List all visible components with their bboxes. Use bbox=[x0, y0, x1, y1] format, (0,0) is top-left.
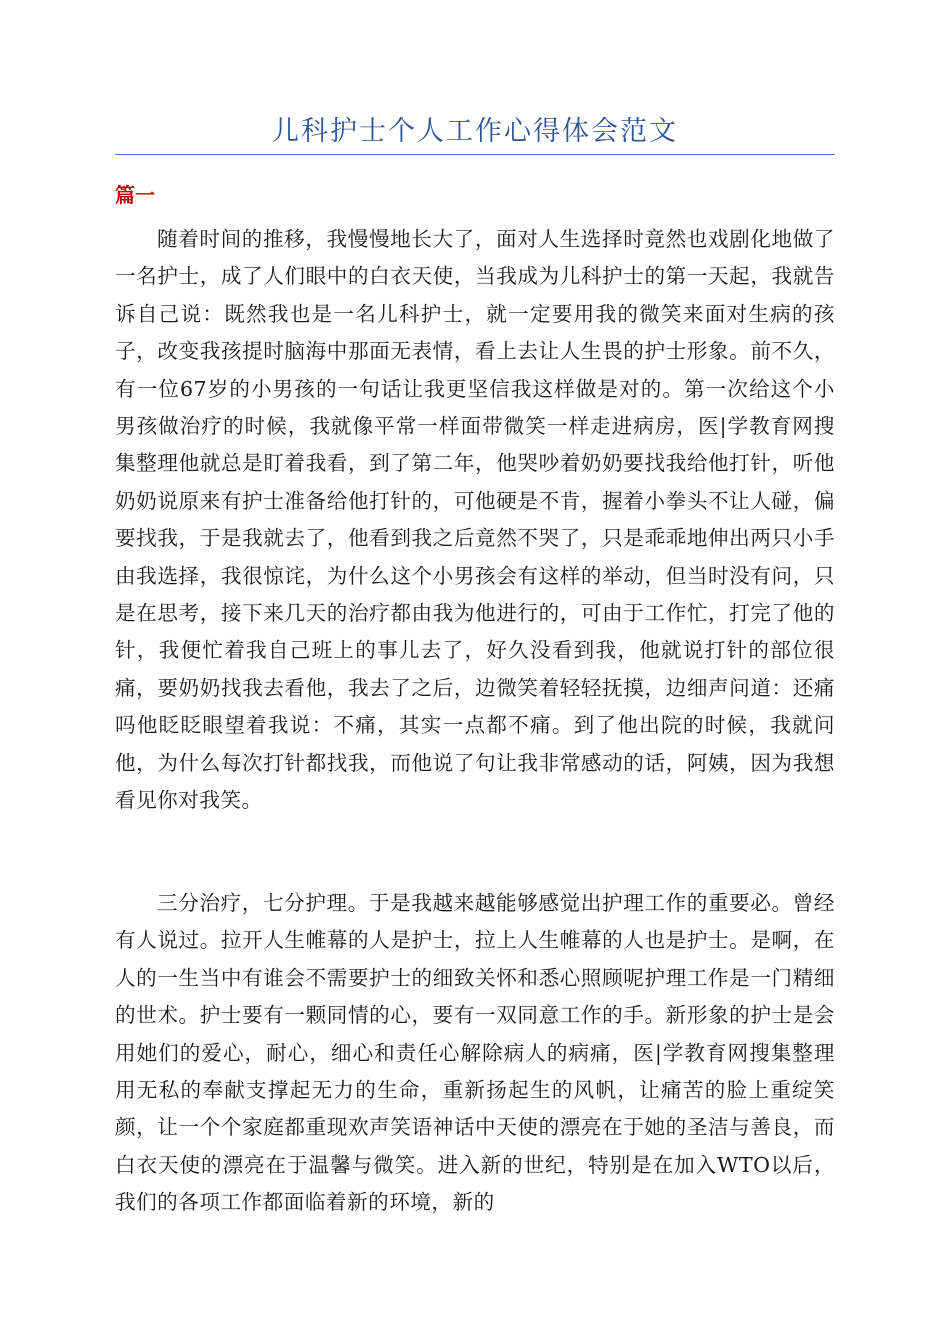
body-paragraph: 三分治疗，七分护理。于是我越来越能够感觉出护理工作的重要必。曾经有人说过。拉开人生帷幕的人是护士，拉上人生帷幕的人也是护士。是啊，在人的一生当中有谁会不需要护士的细致关怀和悉心照顾呢护理工作是一门精细的世术。护士要有一颗同情的心，要有一双同意工作的手。新形象的护士是会用她们的爱心，耐心，细心和责任心解除病人的病痛，医|学教育网搜集整理用无私的奉献支撑起无力的生命，重新扬起生的风帆，让痛苦的脸上重绽笑颜，让一个个家庭都重现欢声笑语神话中天使的漂亮在于她的圣洁与善良，而白衣天使的漂亮在于温馨与微笑。进入新的世纪，特别是在加入WTO以后，我们的各项工作都面临着新的环境，新的 bbox=[115, 891, 835, 1215]
section-heading: 篇一 bbox=[115, 183, 155, 207]
body-paragraph-2-block bbox=[115, 885, 835, 1222]
title-underline-rule bbox=[115, 154, 835, 155]
body-paragraph: 随着时间的推移，我慢慢地长大了，面对人生选择时竟然也戏剧化地做了一名护士，成了人们眼中的白衣天使，当我成为儿科护士的第一天起，我就告诉自己说：既然我也是一名儿科护士，就一定要用我的微笑来面对生病的孩子，改变我孩提时脑海中那面无表情，看上去让人生畏的护士形象。前不久，有一位67岁的小男孩的一句话让我更坚信我这样做是对的。第一次给这个小男孩做治疗的时候，我就像平常一样面带微笑一样走进病房，医|学教育网搜集整理他就总是盯着我看，到了第二年，他哭吵着奶奶要找我给他打针，听他奶奶说原来有护士准备给他打针的，可他硬是不肯，握着小拳头不让人碰，偏要找我，于是我就去了，他看到我之后竟然不哭了，只是乖乖地伸出两只小手由我选择，我很惊诧，为什么这个小男孩会有这样的举动，但当时没有问，只是在思考，接下来几天的治疗都由我为他进行的，可由于工作忙，打完了他的针，我便忙着我自己班上的事儿去了，好久没看到我，他就说打针的部位很痛，要奶奶找我去看他，我去了之后，边微笑着轻轻抚摸，边细声问道：还痛吗他眨眨眼望着我说：不痛，其实一点都不痛。到了他出院的时候，我就问他，为什么每次打针都找我，而他说了句让我非常感动的话，阿姨，因为我想看见你对我笑。 bbox=[115, 227, 835, 813]
document-title: 儿科护士个人工作心得体会范文 bbox=[272, 116, 678, 147]
body-paragraph-1-block bbox=[115, 221, 835, 820]
